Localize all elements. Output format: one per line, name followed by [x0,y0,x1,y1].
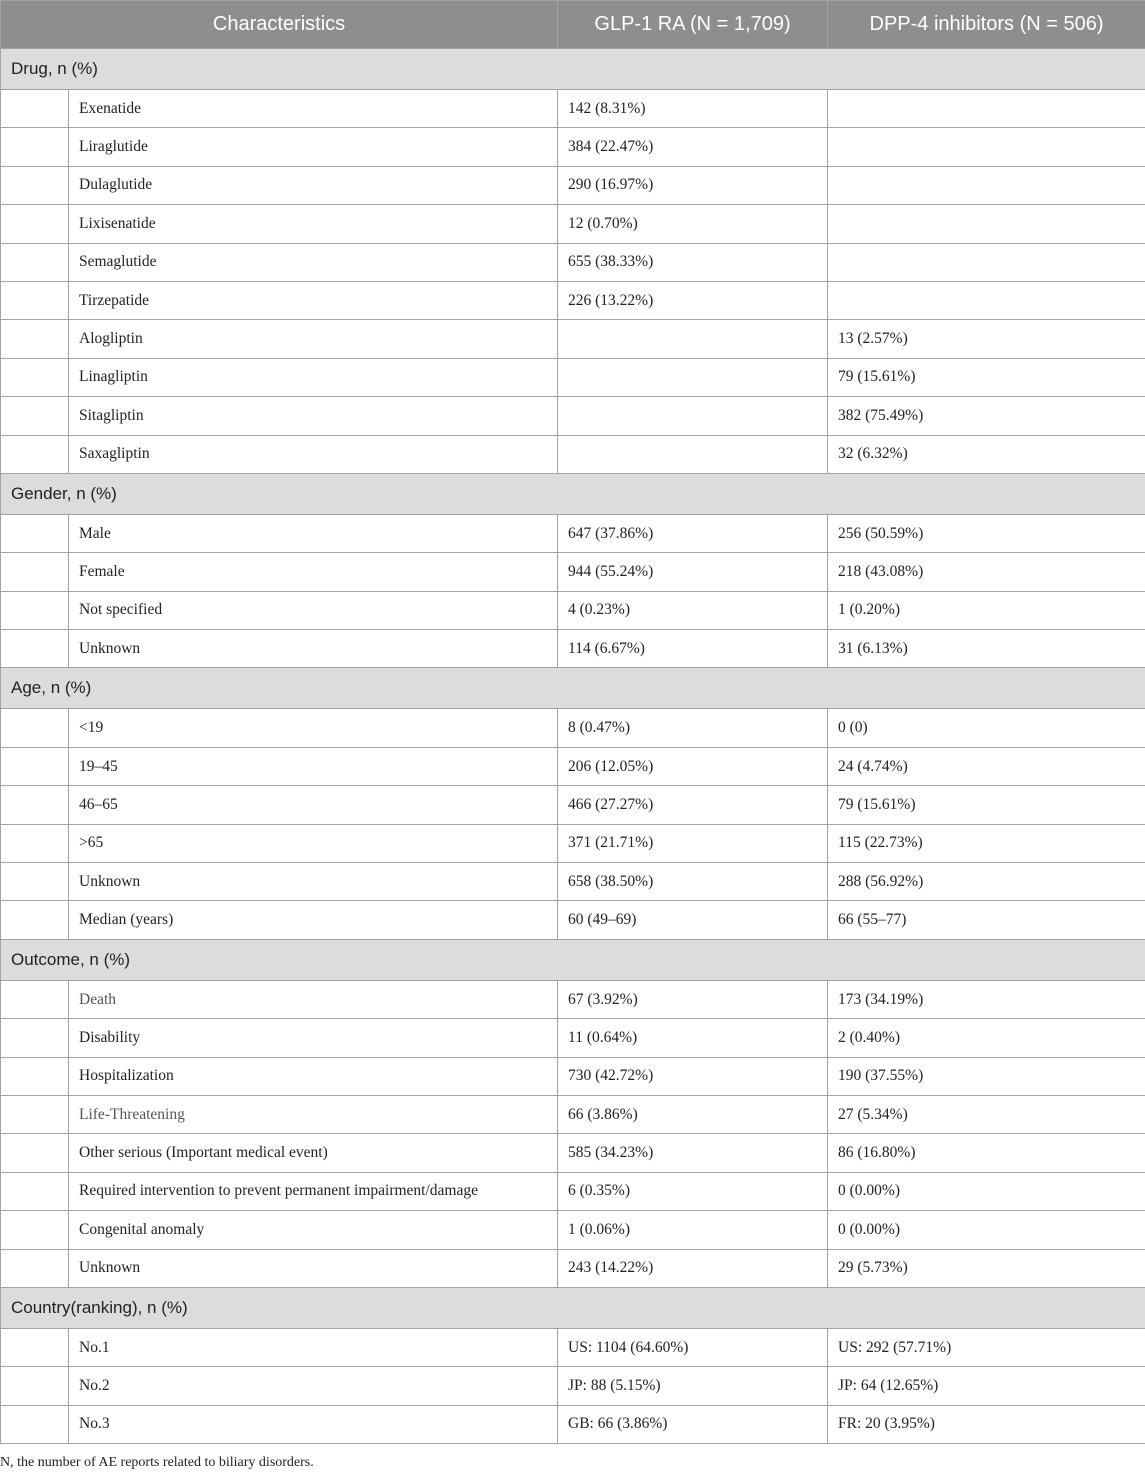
header-glp1: GLP-1 RA (N = 1,709) [558,1,828,49]
row-label: Liraglutide [69,128,558,166]
dpp4-value: 24 (4.74%) [828,747,1145,785]
dpp4-value: 27 (5.34%) [828,1095,1145,1133]
glp1-value: 8 (0.47%) [558,709,828,747]
section-country [1,1287,1145,1328]
glp1-value: 114 (6.67%) [558,630,828,668]
section-age [1,668,1145,709]
dpp4-value: 382 (75.49%) [828,397,1145,435]
dpp4-value: 0 (0) [828,709,1145,747]
row-label: Semaglutide [69,243,558,281]
glp1-value: 142 (8.31%) [558,90,828,128]
glp1-value: GB: 66 (3.86%) [558,1405,828,1443]
row-label: >65 [69,824,558,862]
table-row [1,243,1145,281]
table-row [1,1367,1145,1405]
row-label: Hospitalization [69,1057,558,1095]
table-row [1,397,1145,435]
row-label: <19 [69,709,558,747]
glp1-value: 4 (0.23%) [558,591,828,629]
dpp4-value [828,281,1145,319]
table-row [1,281,1145,319]
table-row [1,1328,1145,1366]
glp1-value: 11 (0.64%) [558,1019,828,1057]
table-row [1,1172,1145,1210]
section-label: Outcome, n (%) [1,939,1145,980]
glp1-value: 384 (22.47%) [558,128,828,166]
dpp4-value [828,205,1145,243]
dpp4-value [828,243,1145,281]
table-row [1,630,1145,668]
dpp4-value: FR: 20 (3.95%) [828,1405,1145,1443]
glp1-value [558,358,828,396]
table-row [1,1249,1145,1287]
dpp4-value: JP: 64 (12.65%) [828,1367,1145,1405]
dpp4-value: 173 (34.19%) [828,980,1145,1018]
row-label: Median (years) [69,901,558,939]
table-row [1,1057,1145,1095]
row-label: Life-Threatening [69,1095,558,1133]
dpp4-value: 32 (6.32%) [828,435,1145,473]
dpp4-value: 0 (0.00%) [828,1172,1145,1210]
glp1-value: 647 (37.86%) [558,514,828,552]
glp1-value: 730 (42.72%) [558,1057,828,1095]
section-outcome [1,939,1145,980]
glp1-value: 290 (16.97%) [558,166,828,204]
row-label: 46–65 [69,786,558,824]
table-row [1,205,1145,243]
section-label: Age, n (%) [1,668,1145,709]
row-label: No.3 [69,1405,558,1443]
dpp4-value: 31 (6.13%) [828,630,1145,668]
header-dpp4: DPP-4 inhibitors (N = 506) [828,1,1145,49]
table-row [1,128,1145,166]
row-label: Tirzepatide [69,281,558,319]
table-row [1,90,1145,128]
row-label: Not specified [69,591,558,629]
table-row [1,709,1145,747]
glp1-value: 466 (27.27%) [558,786,828,824]
row-label: Linagliptin [69,358,558,396]
section-gender [1,473,1145,514]
row-label: Exenatide [69,90,558,128]
table-row [1,1211,1145,1249]
glp1-value: 655 (38.33%) [558,243,828,281]
dpp4-value [828,128,1145,166]
table-row [1,863,1145,901]
glp1-value: 1 (0.06%) [558,1211,828,1249]
dpp4-value: 79 (15.61%) [828,358,1145,396]
glp1-value: 66 (3.86%) [558,1095,828,1133]
table-row [1,358,1145,396]
glp1-value: JP: 88 (5.15%) [558,1367,828,1405]
section-label: Gender, n (%) [1,473,1145,514]
row-label: Other serious (Important medical event) [69,1134,558,1172]
table-row [1,980,1145,1018]
row-label: Sitagliptin [69,397,558,435]
dpp4-value [828,166,1145,204]
dpp4-value: US: 292 (57.71%) [828,1328,1145,1366]
table-row [1,1019,1145,1057]
row-label: Unknown [69,863,558,901]
table-row [1,901,1145,939]
glp1-value: US: 1104 (64.60%) [558,1328,828,1366]
glp1-value: 585 (34.23%) [558,1134,828,1172]
header-characteristics: Characteristics [1,1,558,49]
glp1-value: 12 (0.70%) [558,205,828,243]
dpp4-value: 190 (37.55%) [828,1057,1145,1095]
row-label: Saxagliptin [69,435,558,473]
row-label: Unknown [69,1249,558,1287]
row-label: 19–45 [69,747,558,785]
row-label: Male [69,514,558,552]
dpp4-value: 0 (0.00%) [828,1211,1145,1249]
glp1-value: 60 (49–69) [558,901,828,939]
glp1-value: 944 (55.24%) [558,553,828,591]
row-label: Alogliptin [69,320,558,358]
table-row [1,166,1145,204]
section-label: Drug, n (%) [1,49,1145,90]
header-row [1,1,1145,49]
dpp4-value: 13 (2.57%) [828,320,1145,358]
glp1-value [558,397,828,435]
table-row [1,824,1145,862]
table-row [1,1095,1145,1133]
row-label: Congenital anomaly [69,1211,558,1249]
dpp4-value: 29 (5.73%) [828,1249,1145,1287]
table-row [1,1134,1145,1172]
table-row [1,320,1145,358]
glp1-value [558,320,828,358]
dpp4-value: 86 (16.80%) [828,1134,1145,1172]
dpp4-value: 1 (0.20%) [828,591,1145,629]
dpp4-value: 256 (50.59%) [828,514,1145,552]
row-label: Unknown [69,630,558,668]
table-row [1,435,1145,473]
table-row [1,786,1145,824]
dpp4-value: 79 (15.61%) [828,786,1145,824]
row-label: No.2 [69,1367,558,1405]
dpp4-value: 66 (55–77) [828,901,1145,939]
dpp4-value [828,90,1145,128]
glp1-value: 67 (3.92%) [558,980,828,1018]
table-row [1,553,1145,591]
row-label: Dulaglutide [69,166,558,204]
dpp4-value: 288 (56.92%) [828,863,1145,901]
glp1-value: 6 (0.35%) [558,1172,828,1210]
section-drug [1,49,1145,90]
row-label: Female [69,553,558,591]
table-row [1,591,1145,629]
glp1-value: 206 (12.05%) [558,747,828,785]
glp1-value: 371 (21.71%) [558,824,828,862]
glp1-value: 658 (38.50%) [558,863,828,901]
table-row [1,514,1145,552]
glp1-value [558,435,828,473]
row-label: No.1 [69,1328,558,1366]
dpp4-value: 218 (43.08%) [828,553,1145,591]
dpp4-value: 115 (22.73%) [828,824,1145,862]
row-label: Lixisenatide [69,205,558,243]
footnote: N, the number of AE reports related to biliary disorders. [0,1455,314,1470]
glp1-value: 243 (14.22%) [558,1249,828,1287]
section-label: Country(ranking), n (%) [1,1287,1145,1328]
table-row [1,747,1145,785]
glp1-value: 226 (13.22%) [558,281,828,319]
row-label: Disability [69,1019,558,1057]
table-row [1,1405,1145,1443]
row-label: Death [69,980,558,1018]
row-label: Required intervention to prevent permanent impairment/damage [69,1172,558,1210]
dpp4-value: 2 (0.40%) [828,1019,1145,1057]
